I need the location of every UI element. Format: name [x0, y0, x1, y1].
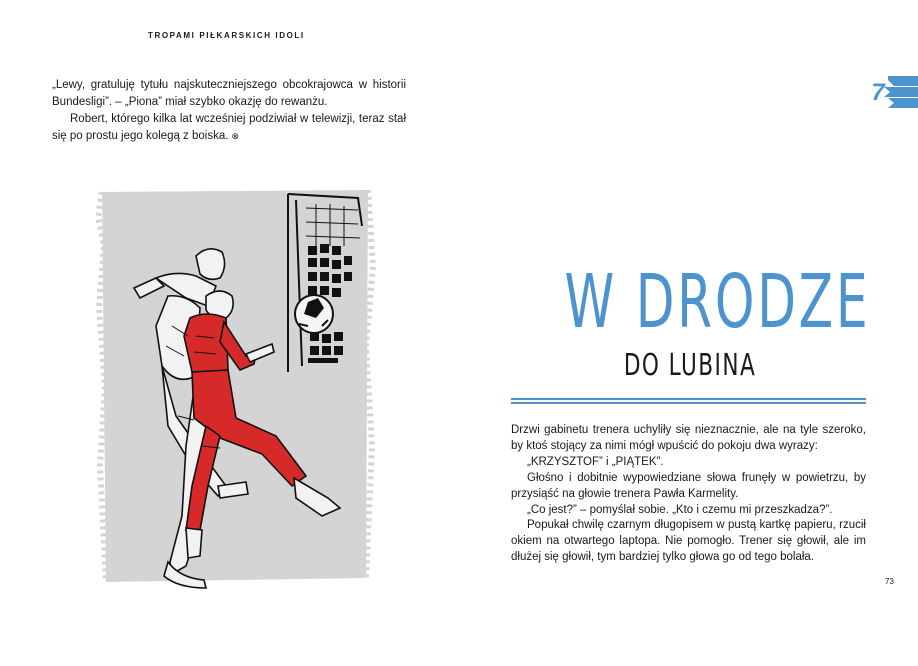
- title-divider-top: [511, 398, 866, 400]
- paragraph: „KRZYSZTOF” i „PIĄTEK”.: [527, 455, 664, 468]
- paragraph: „Co jest?” – pomyślał sobie. „Kto i czemu mi przeszkadza?”.: [527, 503, 833, 516]
- running-head: TROPAMI PIŁKARSKICH IDOLI: [148, 31, 305, 40]
- football-icon: [295, 295, 333, 333]
- paragraph: Popukał chwilę czarnym długopisem w pustą kartkę papieru, rzucił okiem na otwartego laptopa. Nie pomogło. Trener się głowił, ale im dłużej się głowił, tym bardziej tylko głowa go od tego bolała.: [511, 519, 866, 564]
- paragraph: Drzwi gabinetu trenera uchyliły się nieznacznie, ale na tyle szeroko, by ktoś stojący za nimi mógł wpuścić do pokoju dwa wyrazy:: [511, 424, 866, 452]
- page-number: 73: [885, 577, 894, 586]
- chapter-body-text: [511, 423, 866, 566]
- paragraph: Robert, którego kilka lat wcześniej podziwiał w telewizji, teraz stał się po prostu jego kolegą z boiska. ⊗: [52, 113, 406, 142]
- left-page-text: [52, 77, 406, 145]
- paragraph: Głośno i dobitnie wypowiedziane słowa frunęły w powietrzu, by przysiąść na głowie trenera Pawła Karmelity.: [511, 471, 866, 500]
- chapter-title: W DRODZE: [564, 259, 871, 345]
- chapter-number: 7: [871, 79, 885, 106]
- paragraph: „Lewy, gratuluję tytułu najskuteczniejszego obcokrajowca w historii Bundesligi”. – „Piona” miał szybko okazję do rewanżu.: [52, 79, 406, 108]
- end-mark-icon: ⊗: [231, 131, 239, 141]
- title-divider-bottom: [511, 402, 866, 404]
- footballer-kick-illustration: [96, 186, 376, 596]
- chapter-subtitle: DO LUBINA: [623, 348, 757, 383]
